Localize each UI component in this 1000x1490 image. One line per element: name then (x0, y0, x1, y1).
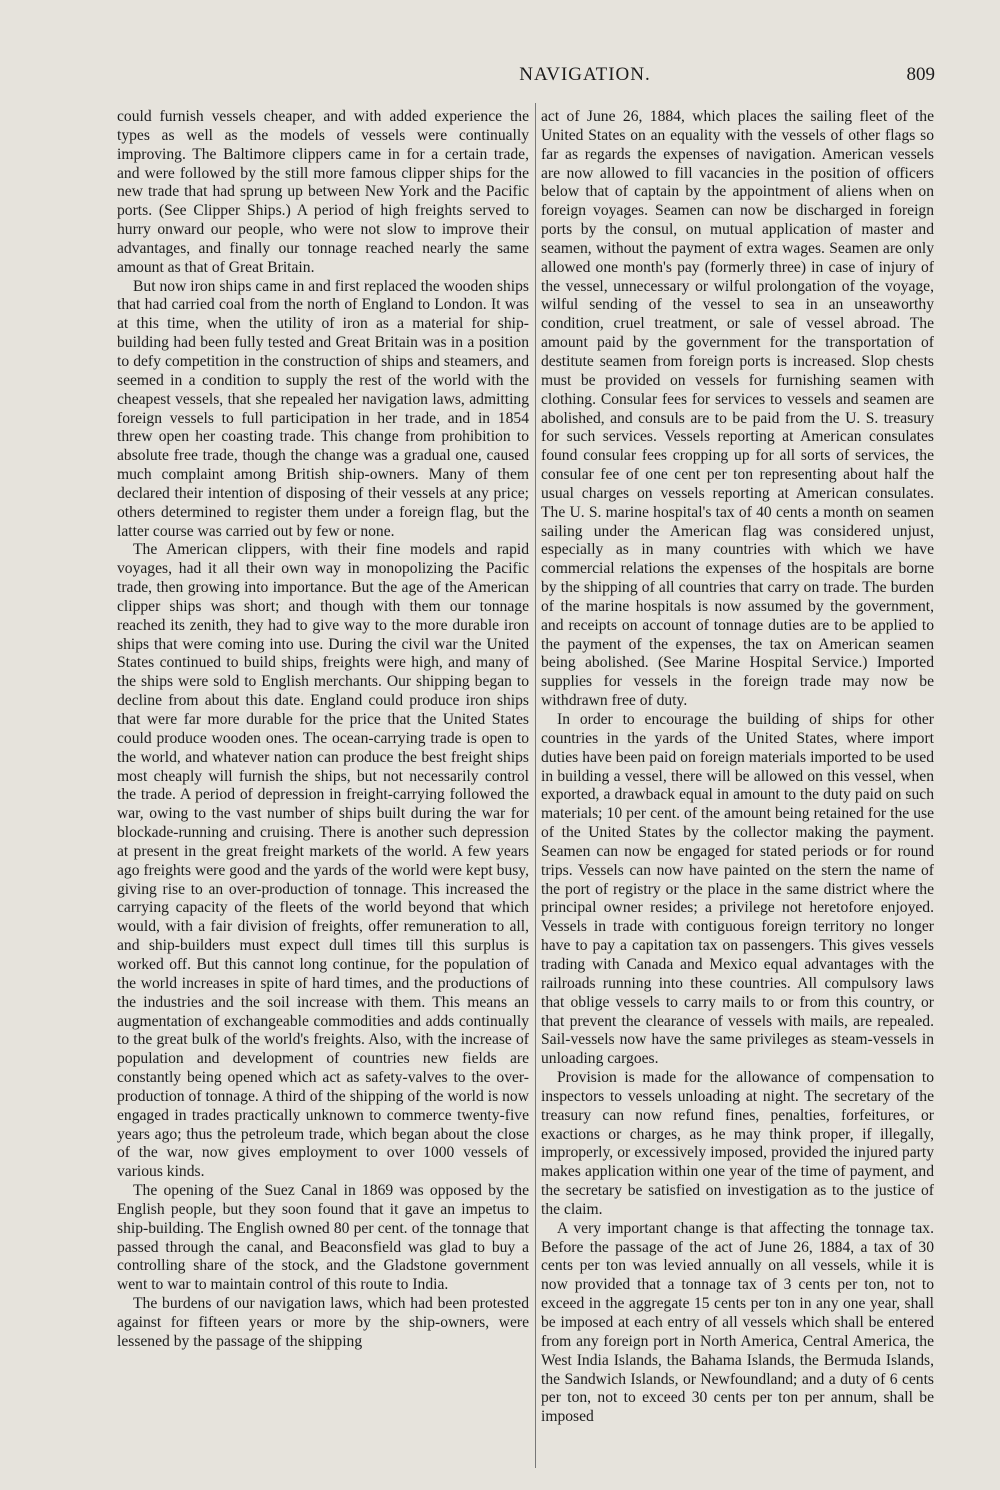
paragraph: The burdens of our navigation laws, which had been protested against for fifteen years or more by the ship-owners, were lessened by the passage of the shipping (117, 1295, 529, 1350)
left-column (117, 108, 529, 1352)
page-number: 809 (906, 64, 935, 85)
paragraph: The opening of the Suez Canal in 1869 was opposed by the English people, but they soon found that it gave an impetus to ship-building. The English owned 80 per cent. of the tonnage that passed through the canal, and Beaconsfield was glad to buy a controlling share of the stock, and the Gladstone government went to war to maintain control of this route to India. (117, 1182, 529, 1294)
paragraph: Provision is made for the allowance of compensation to inspectors to vessels unloading at night. The secretary of the treasury can now refund fines, penalties, forfeitures, or exactions or charges, as he may think proper, if illegally, improperly, or excessively imposed, provided the injured party makes application within one year of the time of payment, and the secretary be satisfied on investigation as to the justice of the claim. (541, 1069, 934, 1218)
paragraph: The American clippers, with their fine models and rapid voyages, had it all their own way in monopolizing the Pacific trade, then growing into importance. But the age of the American clipper ships was short; and though with them our tonnage reached its zenith, they had to give way to the more durable iron ships that were coming into use. During the civil war the United States continued to build ships, freights were high, and many of the ships were sold to English merchants. Our shipping began to decline from about this date. England could produce iron ships that were far more durable for the price that the United States could produce wooden ones. The ocean-carrying trade is open to the world, and whatever nation can produce the best freight ships most cheaply will furnish the ships, but not necessarily control the trade. A period of depression in freight-carrying followed the war, owing to the vast number of ships built during the war for blockade-running and cruising. There is another such depression at present in the great freight markets of the world. A few years ago freights were good and the yards of the world were kept busy, giving rise to an over-production of tonnage. This increased the carrying capacity of the fleets of the world beyond that which would, with a fair division of freights, offer remuneration to all, and ship-builders must expect dull times till this surplus is worked off. But this cannot long continue, for the population of the world increases in spite of hard times, and the productions of the industries and the soil increase with them. This means an augmentation of exchangeable commodities and adds continually to the great bulk of the world's freights. Also, with the increase of population and development of countries new fields are constantly being opened which act as safety-valves to the over-production of tonnage. A third of the shipping of the world is now engaged in trades practically unknown to commerce twenty-five years ago; thus the petroleum trade, which began about the close of the war, now gives employment to over 1000 vessels of various kinds. (117, 541, 529, 1181)
paragraph: could furnish vessels cheaper, and with added experience the types as well as the models of vessels were continually improving. The Baltimore clippers came in for a certain trade, and were followed by the still more famous clipper ships for the new trade that had sprung up between New York and the Pacific ports. (See Clipper Ships.) A period of high freights served to hurry onward our people, who were not slow to improve their advantages, and finally our tonnage reached nearly the same amount as that of Great Britain. (117, 108, 529, 276)
right-column (541, 108, 934, 1427)
running-title: NAVIGATION. (519, 64, 651, 85)
paragraph: A very important change is that affecting the tonnage tax. Before the passage of the act of June 26, 1884, a tax of 30 cents per ton was levied annually on all vessels, while it is now provided that a tonnage tax of 3 cents per ton, not to exceed in the aggregate 15 cents per ton in any one year, shall be imposed at each entry of all vessels which shall be entered from any foreign port in North America, Central America, the West India Islands, the Bahama Islands, the Bermuda Islands, the Sandwich Islands, or Newfoundland; and a duty of 6 cents per ton, not to exceed 30 cents per ton per annum, shall be imposed (541, 1219, 934, 1426)
paragraph: But now iron ships came in and first replaced the wooden ships that had carried coal from the north of England to London. It was at this time, when the utility of iron as a material for ship-building had been fully tested and Great Britain was in a position to defy competition in the construction of ships and steamers, and seemed in a condition to supply the rest of the world with the cheapest vessels, that she repealed her navigation laws, admitting foreign vessels to full participation in her trade, and in 1854 threw open her coasting trade. This change from prohibition to absolute free trade, though the change was a gradual one, caused much complaint among British ship-owners. Many of them declared their intention of disposing of their vessels at any price; others determined to register them under a foreign flag, but the latter course was carried out by few or none. (117, 277, 529, 540)
paragraph: act of June 26, 1884, which places the sailing fleet of the United States on an equality with the vessels of other flags so far as regards the expenses of navigation. American vessels are now allowed to fill vacancies in the position of officers below that of captain by the appointment of aliens when on foreign voyages. Seamen can now be discharged in foreign ports by the consul, on mutual application of master and seamen, without the payment of extra wages. Seamen are only allowed one month's pay (formerly three) in case of injury of the vessel, unnecessary or wilful prolongation of the voyage, wilful sending of the vessel to sea in an unseaworthy condition, cruel treatment, or sale of vessel abroad. The amount paid by the government for the transportation of destitute seamen from foreign ports is increased. Slop chests must be provided on vessels for furnishing seamen with clothing. Consular fees for services to vessels and seamen are abolished, and consuls are to be paid from the U. S. treasury for such services. Vessels reporting at American consulates found consular fees cropping up for all sorts of services, the consular fee of one cent per ton representing about half the usual charges on vessels reporting at American consulates. The U. S. marine hospital's tax of 40 cents a month on seamen sailing under the American flag was considered unjust, especially as in many countries with which we have commercial relations the expenses of the hospitals are borne by the shipping of all countries that carry on trade. The burden of the marine hospitals is now assumed by the government, and receipts on account of tonnage duties are to be applied to the payment of the expenses, the tax on American seamen being abolished. (See Marine Hospital Service.) Imported supplies for vessels in the foreign trade may now be withdrawn free of duty. (541, 108, 934, 710)
page-header (115, 64, 935, 94)
column-divider (535, 103, 536, 1468)
paragraph: In order to encourage the building of ships for other countries in the yards of the United States, where import duties have been paid on foreign materials imported to be used in building a vessel, there will be allowed on this vessel, when exported, a drawback equal in amount to the duty paid on such materials; 10 per cent. of the amount being retained for the use of the United States by the collector making the payment. Seamen can now be engaged for stated periods or for round trips. Vessels can now have painted on the stern the name of the port of registry or the place in the same district where the principal owner resides; a privilege not heretofore enjoyed. Vessels in trade with contiguous foreign territory no longer have to pay a capitation tax on passengers. This gives vessels trading with Canada and Mexico equal advantages with the railroads running into these countries. All compulsory laws that oblige vessels to carry mails to or from this country, or that prevent the clearance of vessels with mails, are repealed. Sail-vessels now have the same privileges as steam-vessels in unloading cargoes. (541, 711, 934, 1068)
